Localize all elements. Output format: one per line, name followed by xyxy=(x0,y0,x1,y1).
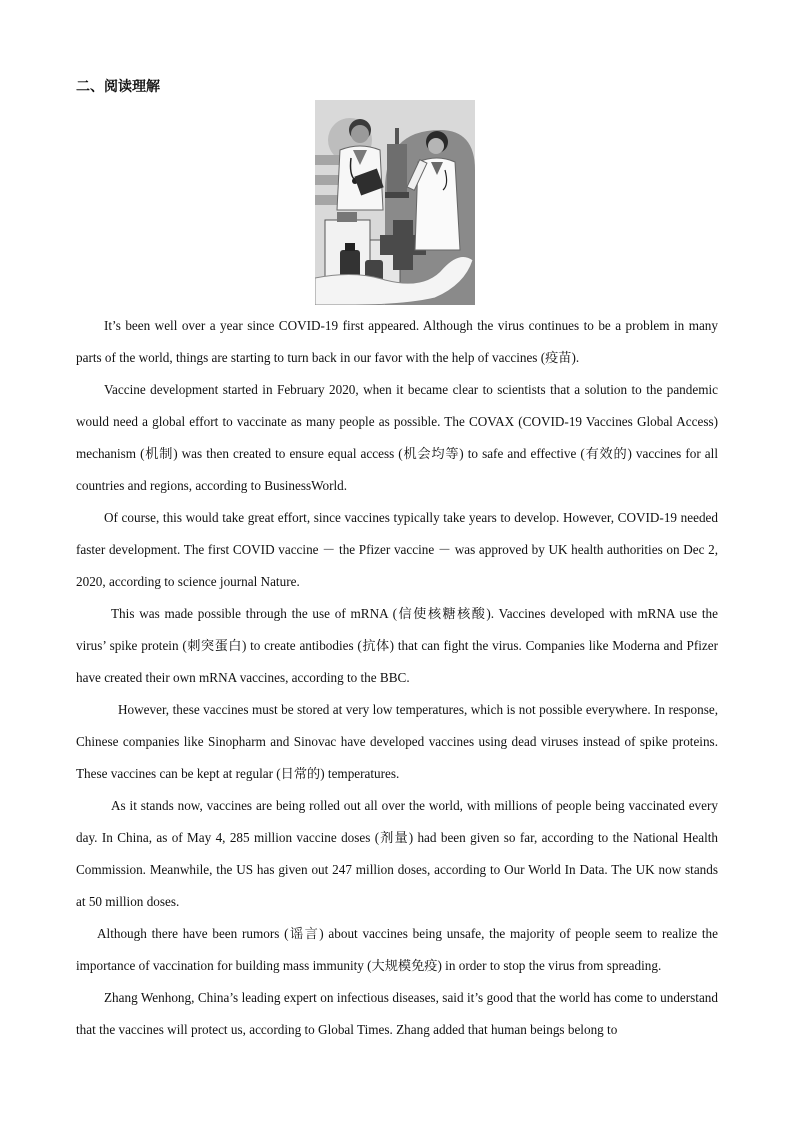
section-title: 二、阅读理解 xyxy=(76,79,160,95)
paragraph: However, these vaccines must be stored at very low temperatures, which is not possible everywhere. In response, Chinese companies like Sinopharm and Sinovac have developed vaccines using dead viruses instead of spike proteins. These vaccines can be kept at regular (日常的) temperatures. xyxy=(76,702,718,781)
paragraph: Of course, this would take great effort, since vaccines typically take years to develop. However, COVID-19 needed faster development. The first COVID vaccine － the Pfizer vaccine － was approved by UK health authorities on Dec 2, 2020, according to science journal Nature. xyxy=(76,510,718,589)
paragraph: This was made possible through the use of mRNA (信使核糖核酸). Vaccines developed with mRNA use the virus’ spike protein (刺突蛋白) to create antibodies (抗体) that can fight the virus. Companies like Moderna and Pfizer have created their own mRNA vaccines, according to the BBC. xyxy=(76,606,718,685)
paragraph: Vaccine development started in February 2020, when it became clear to scientists that a solution to the pandemic would need a global effort to vaccinate as many people as possible. The COVAX (COVID-19 Vaccines Global Access) mechanism (机制) was then created to ensure equal access (机会均等) to safe and effective (有效的) vaccines for all countries and regions, according to BusinessWorld. xyxy=(76,382,718,493)
doctors-vaccine-illustration-icon xyxy=(315,100,475,305)
paragraph: Although there have been rumors (谣言) about vaccines being unsafe, the majority of people seem to realize the importance of vaccination for building mass immunity (大规模免疫) in order to stop the virus from spreading. xyxy=(76,926,718,973)
paragraph: It’s been well over a year since COVID-19 first appeared. Although the virus continues to be a problem in many parts of the world, things are starting to turn back in our favor with the help of vaccines (疫苗). xyxy=(76,318,718,365)
article-body xyxy=(76,310,718,1046)
illustration xyxy=(315,100,475,305)
paragraph: Zhang Wenhong, China’s leading expert on infectious diseases, said it’s good that the world has come to understand that the vaccines will protect us, according to Global Times. Zhang added that human beings belong to xyxy=(76,990,718,1037)
paragraph: As it stands now, vaccines are being rolled out all over the world, with millions of people being vaccinated every day. In China, as of May 4, 285 million vaccine doses (剂量) had been given so far, according to the National Health Commission. Meanwhile, the US has given out 247 million doses, according to Our World In Data. The UK now stands at 50 million doses. xyxy=(76,798,718,909)
